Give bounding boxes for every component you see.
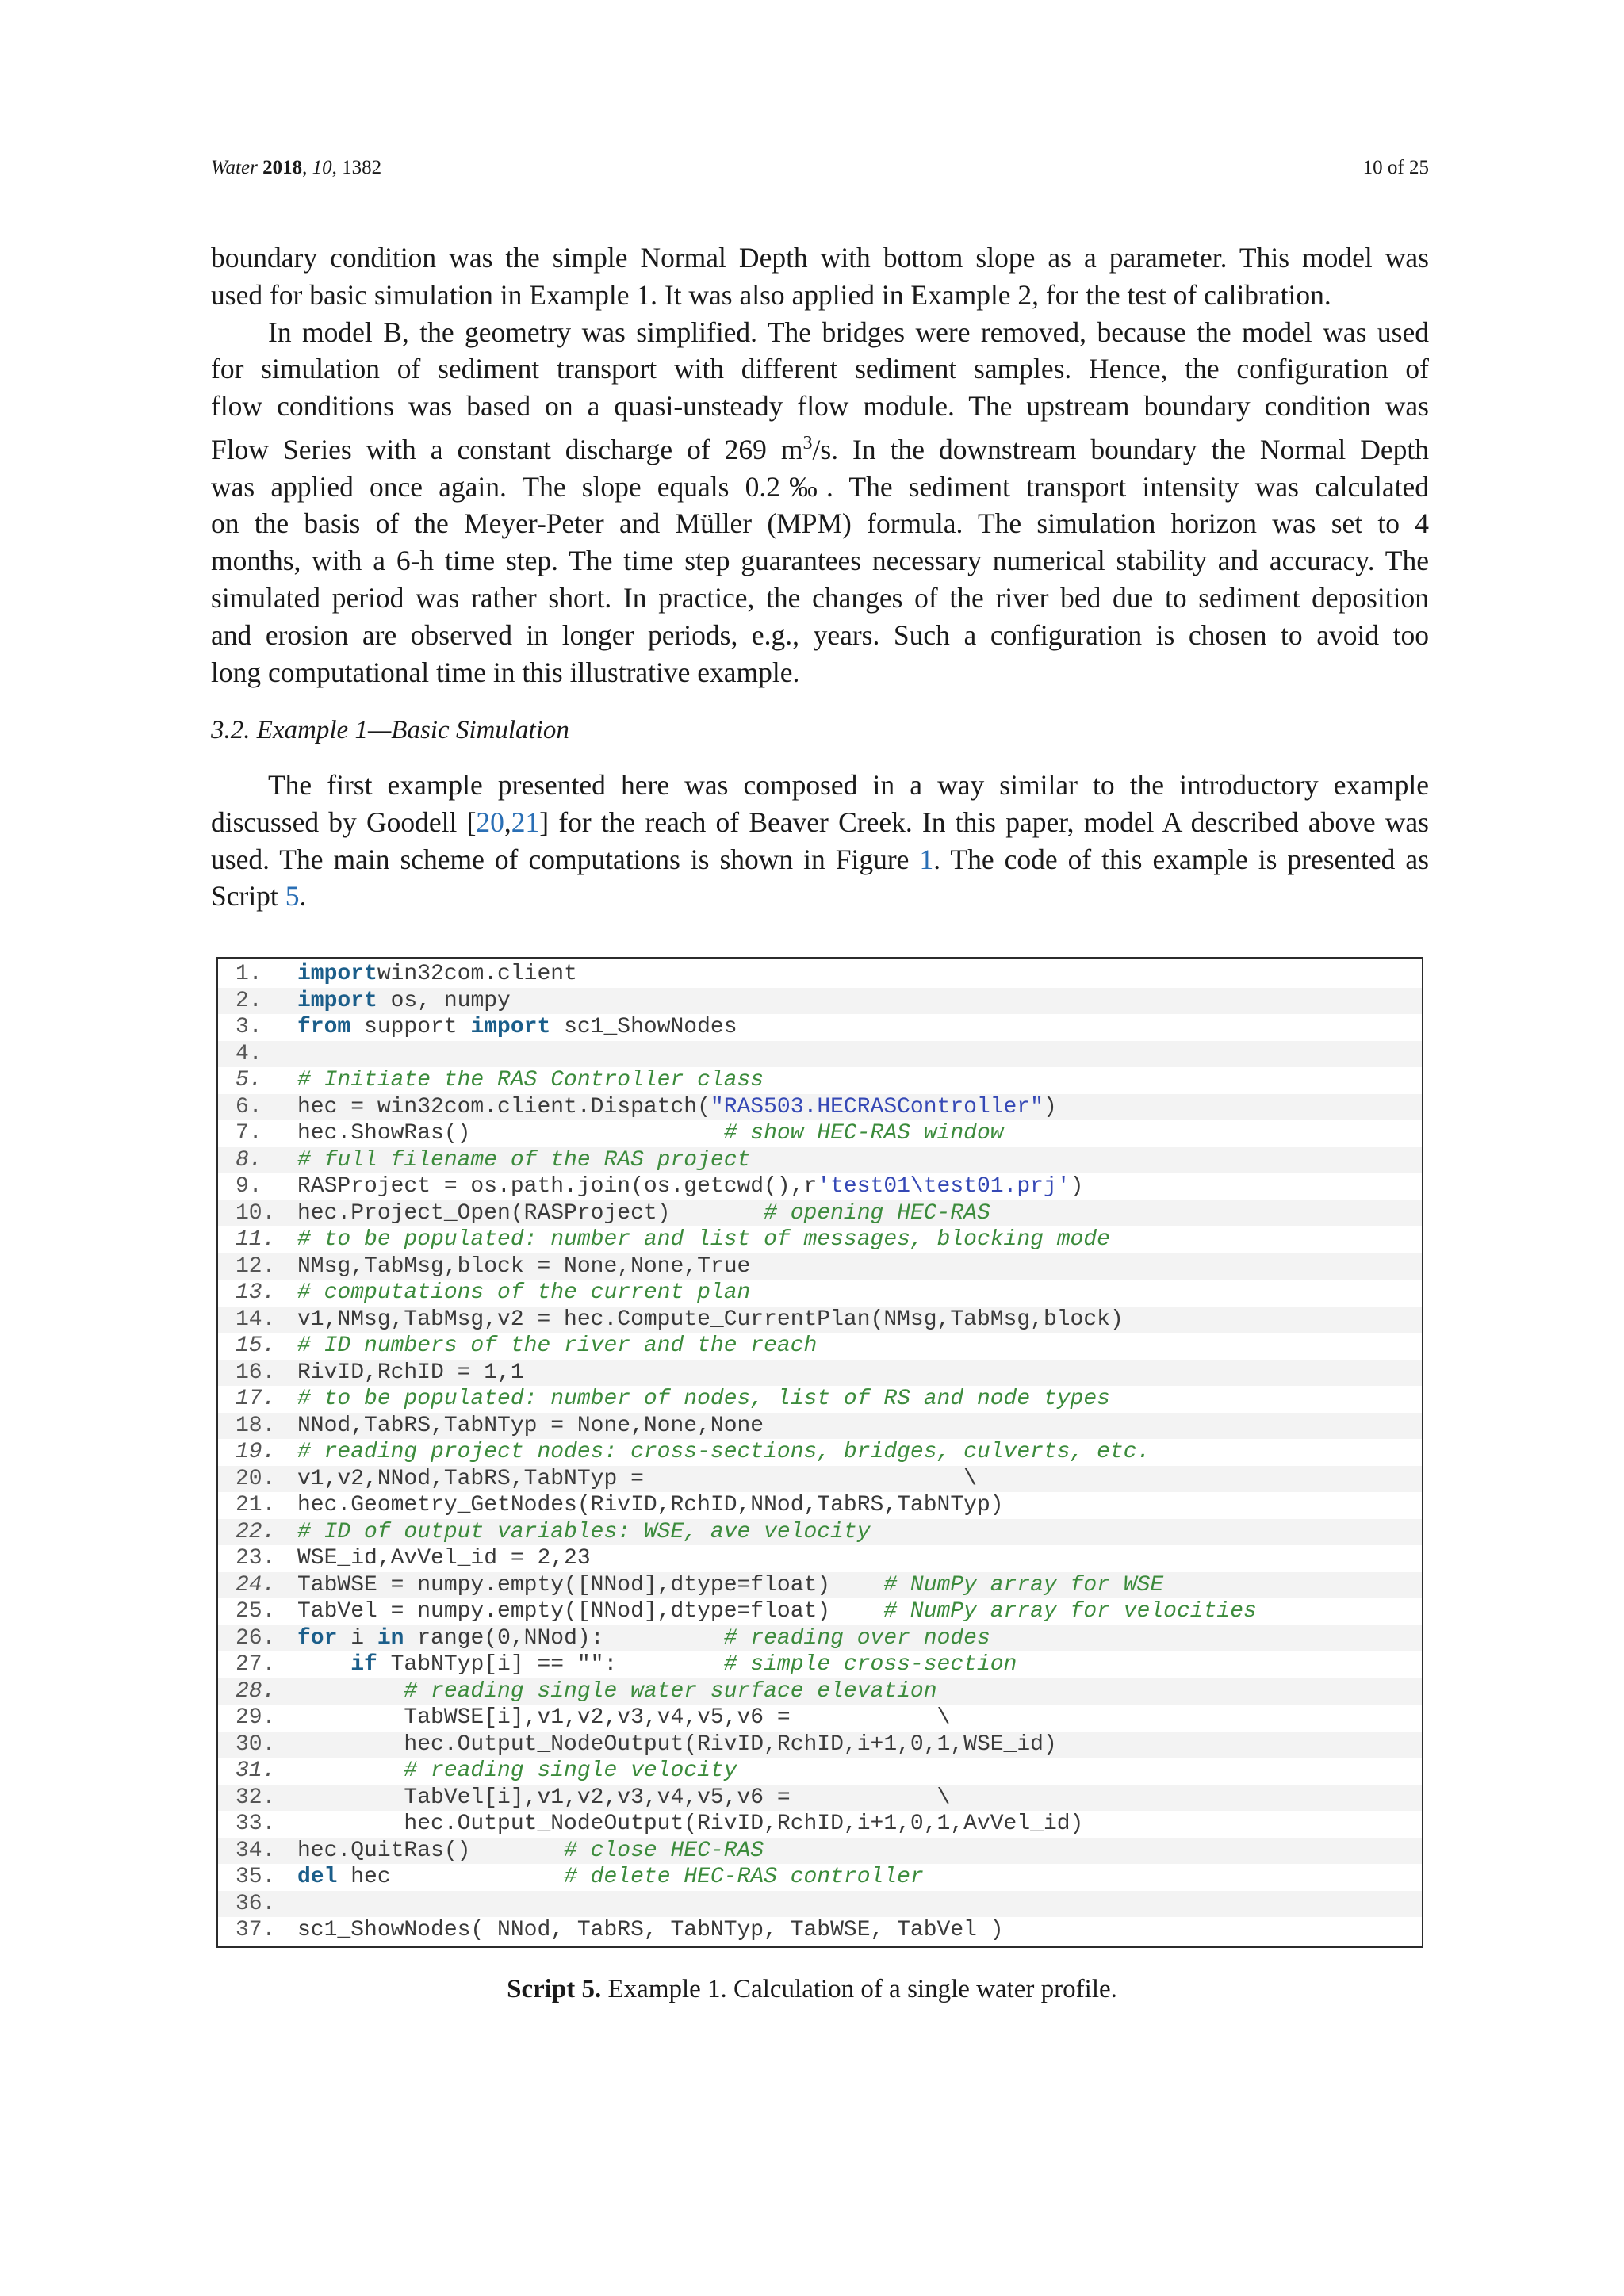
code-token: os, numpy (377, 988, 511, 1013)
line-number: 1. (236, 962, 262, 986)
line-number: 22. (236, 1519, 276, 1544)
code-token: TabWSE[i],v1,v2,v3,v4,v5,v6 = \ (297, 1705, 951, 1730)
code-token (297, 1758, 404, 1783)
code-comment: # to be populated: number of nodes, list of RS and node types (297, 1387, 1110, 1411)
text-line: months, with a 6-h time step. The time step guarantees necessary numerical stability and accuracy. The (211, 545, 1429, 577)
code-line (218, 1147, 1422, 1174)
code-source (297, 1519, 871, 1546)
code-comment: # NumPy array for velocities (883, 1599, 1257, 1624)
code-source (297, 988, 511, 1015)
text-line: The first example presented here was composed in a way similar to the introductory example (268, 769, 1429, 801)
code-line (218, 1307, 1422, 1334)
journal-year: 2018 (262, 157, 303, 178)
line-number: 14. (236, 1307, 276, 1332)
code-source (297, 1678, 937, 1705)
code-line (218, 1333, 1422, 1360)
running-header (211, 152, 1429, 184)
code-comment: # show HEC-RAS window (723, 1121, 1004, 1146)
code-line (218, 1041, 1422, 1068)
line-number: 12. (236, 1253, 276, 1279)
text-segment: . (299, 880, 307, 913)
code-source (297, 1598, 1257, 1625)
code-line (218, 1651, 1422, 1678)
text-line: for simulation of sediment transport with different sediment samples. Hence, the configuration of (211, 353, 1429, 385)
code-string: "RAS503.HECRASController" (710, 1094, 1044, 1119)
code-line (218, 1120, 1422, 1147)
code-token: hec.Project_Open(RASProject) (297, 1200, 764, 1226)
line-number: 29. (236, 1705, 276, 1730)
text-line (211, 878, 1429, 915)
code-line (218, 1200, 1422, 1227)
code-line (218, 1067, 1422, 1094)
text-line: used for basic simulation in Example 1. It was also applied in Example 2, for the test of calibration. (211, 278, 1331, 311)
article-number: 1382 (342, 157, 382, 178)
code-token: ) (1043, 1094, 1057, 1119)
text-segment: discussed by Goodell [ (211, 806, 477, 838)
code-source (297, 1811, 1083, 1838)
code-token: TabVel[i],v1,v2,v3,v4,v5,v6 = \ (297, 1785, 951, 1810)
code-source (297, 1067, 764, 1094)
code-token: i (337, 1625, 377, 1651)
code-token: hec = win32com.client.Dispatch( (297, 1094, 710, 1119)
code-token: hec (337, 1865, 565, 1889)
line-number: 17. (236, 1387, 276, 1411)
code-token (297, 1679, 404, 1704)
code-line (218, 1226, 1422, 1253)
code-line (218, 1811, 1422, 1838)
line-number: 19. (236, 1440, 276, 1464)
code-source (297, 1572, 1163, 1599)
text-line: flow conditions was based on a quasi-unsteady flow module. The upstream boundary condition was (211, 390, 1429, 423)
line-number: 10. (236, 1200, 276, 1226)
text-segment: used. The main scheme of computations is shown in Figure (211, 843, 920, 875)
paragraph-2 (211, 314, 1429, 691)
code-line (218, 1094, 1422, 1121)
code-source (297, 1280, 750, 1307)
code-source (297, 1466, 977, 1493)
line-number: 20. (236, 1466, 276, 1491)
code-keyword: if (350, 1652, 377, 1677)
line-number: 13. (236, 1280, 276, 1305)
text-segment: . The code of this example is presented as (933, 843, 1429, 875)
code-comment: # close HEC-RAS (564, 1838, 764, 1863)
citation-link[interactable]: 5 (285, 880, 300, 913)
code-token: TabVel = numpy.empty([NNod],dtype=float) (297, 1599, 884, 1624)
code-line (218, 1519, 1422, 1546)
code-keyword: import (297, 988, 377, 1013)
code-line (218, 1917, 1422, 1944)
code-line (218, 988, 1422, 1015)
code-line (218, 1492, 1422, 1519)
code-comment: # computations of the current plan (297, 1280, 751, 1305)
line-number: 31. (236, 1758, 276, 1783)
code-token: RASProject = os.path.join(os.getcwd(),r (297, 1174, 818, 1199)
code-keyword: del (297, 1865, 338, 1889)
code-line (218, 1439, 1422, 1466)
code-source (297, 1014, 737, 1041)
line-number: 36. (236, 1891, 276, 1916)
code-source (297, 1226, 1110, 1253)
code-token: TabNTyp[i] == "": (377, 1652, 724, 1677)
line-number: 3. (236, 1015, 262, 1039)
code-token (297, 1652, 350, 1677)
line-number: 4. (236, 1041, 262, 1066)
line-number: 2. (236, 988, 262, 1013)
line-number: 35. (236, 1865, 276, 1889)
code-listing (216, 957, 1423, 1948)
line-number: 18. (236, 1413, 276, 1438)
code-source (297, 1307, 1124, 1334)
code-token: WSE_id,AvVel_id = 2,23 (297, 1546, 591, 1571)
code-line (218, 1891, 1422, 1918)
code-line (218, 1864, 1422, 1891)
code-source (297, 1864, 924, 1891)
code-line (218, 1705, 1422, 1732)
code-line (218, 1466, 1422, 1493)
code-line (218, 1625, 1422, 1652)
code-source (297, 1386, 1110, 1413)
code-comment: # reading over nodes (723, 1625, 990, 1651)
code-line (218, 1598, 1422, 1625)
line-number: 7. (236, 1121, 262, 1146)
code-comment: # delete HEC-RAS controller (564, 1865, 924, 1889)
text-line: and erosion are observed in longer periods, e.g., years. Such a configuration is chosen to avoid too (211, 618, 1429, 651)
code-source (297, 1785, 950, 1812)
code-keyword: from (297, 1015, 351, 1039)
paragraph-3 (211, 767, 1429, 915)
line-number: 9. (236, 1174, 262, 1199)
citation-link[interactable]: 20 (476, 806, 504, 838)
code-line (218, 1253, 1422, 1280)
code-token: ) (1070, 1174, 1084, 1199)
code-comment: # Initiate the RAS Controller class (297, 1068, 764, 1093)
code-line (218, 1678, 1422, 1705)
code-line (218, 1413, 1422, 1440)
code-source (297, 1545, 591, 1572)
code-source (297, 1758, 737, 1785)
text-line: on the basis of the Meyer-Peter and Müller (MPM) formula. The simulation horizon was set to 4 (211, 507, 1429, 540)
code-comment: # full filename of the RAS project (297, 1147, 751, 1173)
code-comment: # reading single velocity (404, 1758, 737, 1783)
caption-text: Example 1. Calculation of a single water profile. (601, 1975, 1117, 2003)
section-heading: 3.2. Example 1—Basic Simulation (211, 716, 569, 744)
code-token: sc1_ShowNodes (550, 1015, 737, 1039)
code-token: sc1_ShowNodes( NNod, TabRS, TabNTyp, TabWSE, TabVel ) (297, 1918, 1004, 1942)
code-token: range(0,NNod): (404, 1625, 724, 1651)
text-line: boundary condition was the simple Normal Depth with bottom slope as a parameter. This model was (211, 242, 1429, 274)
code-keyword: import (470, 1015, 551, 1039)
line-number: 32. (236, 1785, 276, 1810)
code-line (218, 1014, 1422, 1041)
citation-link[interactable]: 1 (919, 843, 934, 875)
code-keyword: import (297, 962, 377, 986)
code-comment: # opening HEC-RAS (764, 1200, 990, 1226)
line-number: 8. (236, 1147, 262, 1173)
code-source (297, 1413, 764, 1440)
code-comment: # NumPy array for WSE (883, 1572, 1164, 1598)
citation-link[interactable]: 21 (511, 806, 540, 838)
code-line (218, 1386, 1422, 1413)
code-source (297, 1147, 750, 1174)
line-number: 5. (236, 1068, 262, 1093)
code-keyword: for (297, 1625, 338, 1651)
body-text-example (211, 767, 1429, 915)
code-comment: # simple cross-section (723, 1652, 1017, 1677)
line-number: 23. (236, 1546, 276, 1571)
code-source (297, 1360, 524, 1387)
code-line (218, 1360, 1422, 1387)
code-token: TabWSE = numpy.empty([NNod],dtype=float) (297, 1572, 884, 1598)
script-caption (0, 1971, 1624, 2007)
text-segment: /s. In the downstream boundary the Normal Depth (812, 433, 1429, 465)
code-comment: # reading project nodes: cross-sections, bridges, culverts, etc. (297, 1440, 1151, 1464)
code-comment: # ID of output variables: WSE, ave velocity (297, 1519, 871, 1544)
line-number: 26. (236, 1625, 276, 1651)
line-number: 28. (236, 1678, 276, 1704)
code-token: NNod,TabRS,TabNTyp = None,None,None (297, 1413, 764, 1438)
code-token: hec.Output_NodeOutput(RivID,RchID,i+1,0,1,AvVel_id) (297, 1812, 1084, 1836)
line-number: 30. (236, 1732, 276, 1757)
body-text-top (211, 239, 1429, 691)
code-line (218, 1785, 1422, 1812)
code-line (218, 1758, 1422, 1785)
text-line: simulated period was rather short. In practice, the changes of the river bed due to sediment deposition (211, 582, 1429, 614)
code-token: win32com.client (377, 962, 577, 986)
code-source (297, 1200, 990, 1227)
superscript: 3 (802, 432, 813, 453)
code-token: v1,v2,NNod,TabRS,TabNTyp = \ (297, 1466, 977, 1491)
code-token: hec.Output_NodeOutput(RivID,RchID,i+1,0,1,WSE_id) (297, 1732, 1057, 1757)
code-source (297, 1094, 1057, 1121)
paragraph-1 (211, 239, 1429, 314)
code-source (297, 961, 577, 988)
code-line (218, 1173, 1422, 1200)
code-line (218, 1572, 1422, 1599)
line-number: 15. (236, 1334, 276, 1358)
text-line: In model B, the geometry was simplified. The bridges were removed, because the model was used (268, 316, 1429, 348)
code-token: v1,NMsg,TabMsg,v2 = hec.Compute_CurrentPlan(NMsg,TabMsg,block) (297, 1307, 1124, 1332)
code-source (297, 1173, 1083, 1200)
code-token: hec.Geometry_GetNodes(RivID,RchID,NNod,TabRS,TabNTyp) (297, 1493, 1004, 1517)
code-line (218, 961, 1422, 988)
text-line (211, 425, 1429, 469)
line-number: 21. (236, 1493, 276, 1517)
text-segment: Script (211, 880, 285, 913)
line-number: 16. (236, 1360, 276, 1385)
caption-label: Script 5. (507, 1975, 602, 2003)
code-source (297, 1625, 990, 1652)
line-number: 24. (236, 1572, 276, 1598)
line-number: 6. (236, 1094, 262, 1119)
text-segment: Flow Series with a constant discharge of 269 m (211, 433, 803, 465)
code-source (297, 1651, 1017, 1678)
code-token: NMsg,TabMsg,block = None,None,True (297, 1253, 751, 1279)
code-source (297, 1120, 1004, 1147)
code-token: hec.ShowRas() (297, 1121, 724, 1146)
journal-citation: Water 2018, 10, 1382 (211, 157, 382, 178)
line-number: 34. (236, 1838, 276, 1863)
code-token: hec.QuitRas() (297, 1838, 565, 1863)
code-source (297, 1732, 1057, 1758)
code-source (297, 1333, 817, 1360)
text-segment: ] for the reach of Beaver Creek. In this paper, model A described above was (539, 806, 1429, 838)
text-line: was applied once again. The slope equals 0.2‰. The sediment transport intensity was calculated (211, 470, 1429, 503)
code-source (297, 1492, 1004, 1519)
line-number: 27. (236, 1652, 276, 1677)
text-line (211, 804, 1429, 841)
line-number: 37. (236, 1918, 276, 1942)
code-line (218, 1545, 1422, 1572)
code-source (297, 1917, 1004, 1944)
code-source (297, 1439, 1150, 1466)
code-line (218, 1732, 1422, 1758)
text-segment: , (504, 806, 511, 838)
code-source (297, 1838, 764, 1865)
code-source (297, 1253, 750, 1280)
code-source (297, 1705, 950, 1732)
code-token: support (350, 1015, 471, 1039)
code-comment: # reading single water surface elevation (404, 1678, 937, 1704)
code-comment: # to be populated: number and list of messages, blocking mode (297, 1227, 1110, 1252)
journal-name: Water (211, 157, 258, 178)
code-string: 'test01\test01.prj' (817, 1174, 1071, 1199)
line-number: 33. (236, 1812, 276, 1836)
line-number: 11. (236, 1227, 276, 1252)
line-number: 25. (236, 1599, 276, 1624)
page-number: 10 of 25 (1362, 157, 1429, 178)
text-line: long computational time in this illustrative example. (211, 656, 800, 688)
code-line (218, 1280, 1422, 1307)
code-comment: # ID numbers of the river and the reach (297, 1334, 818, 1358)
code-line (218, 1838, 1422, 1865)
code-keyword: in (377, 1625, 404, 1651)
journal-volume: 10 (312, 157, 332, 178)
code-token: RivID,RchID = 1,1 (297, 1360, 524, 1385)
text-line (211, 841, 1429, 878)
